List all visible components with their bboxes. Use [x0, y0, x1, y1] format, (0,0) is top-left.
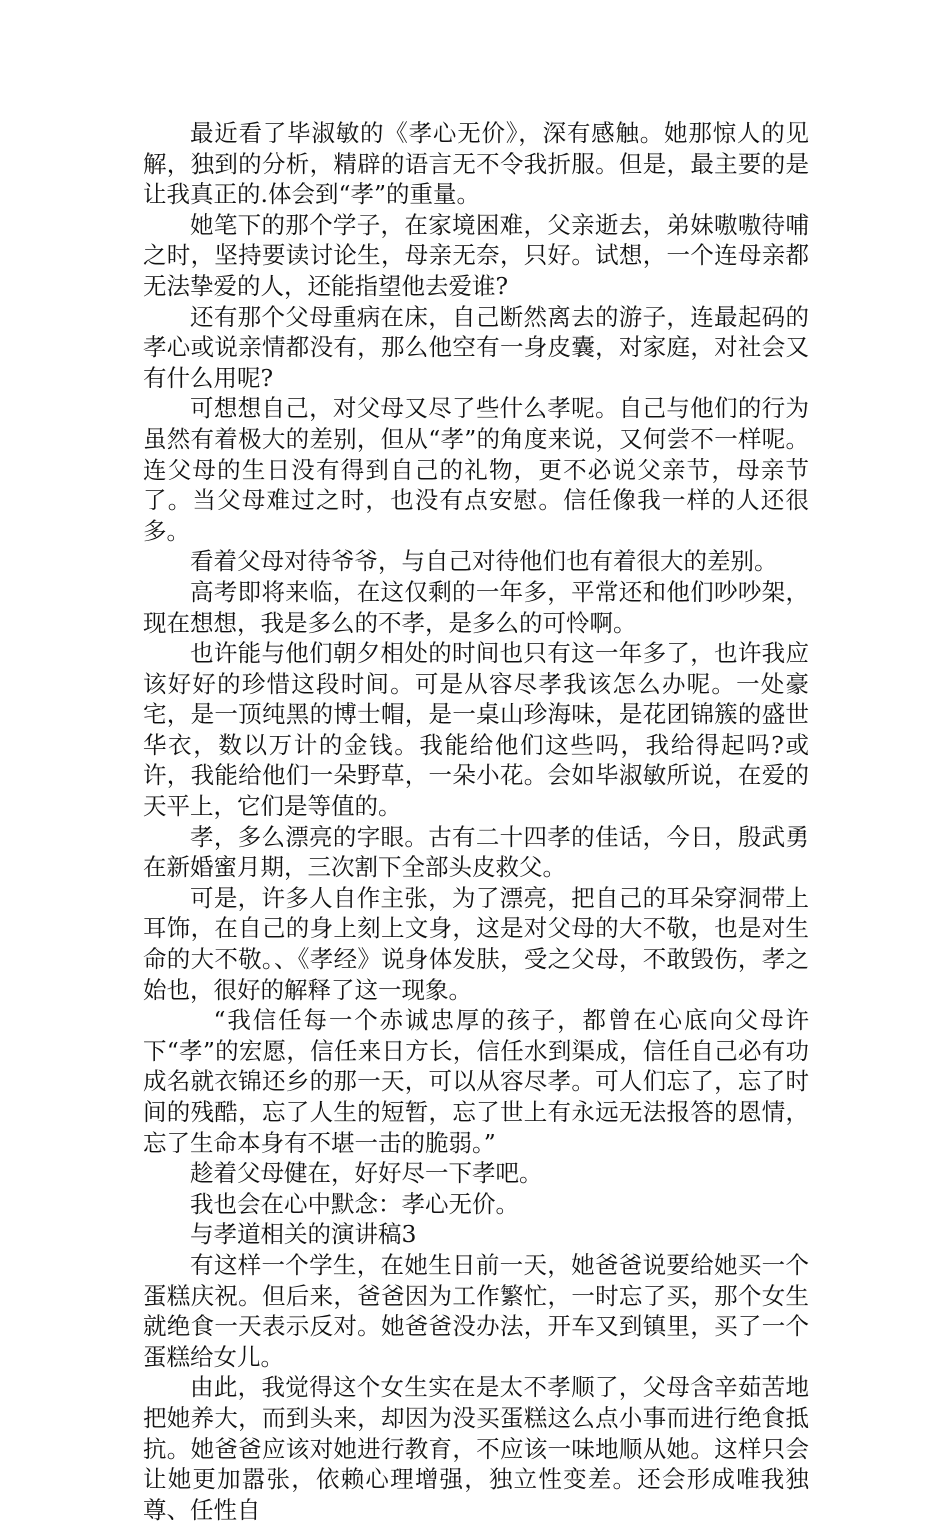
- paragraph: 孝，多么漂亮的字眼。古有二十四孝的佳话，今日，殷武勇在新婚蜜月期，三次割下全部头皮救父。: [143, 822, 809, 882]
- paragraph: 趁着父母健在，好好尽一下孝吧。: [190, 1159, 543, 1188]
- paragraph: 可想想自己，对父母又尽了些什么孝呢。自己与他们的行为虽然有着极大的差别，但从“孝”的角度来说，又何尝不一样呢。连父母的生日没有得到自己的礼物，更不必说父亲节，母亲节了。当父母难过之时，也没有点安慰。信任像我一样的人还很多。: [143, 394, 809, 545]
- paragraph: 也许能与他们朝夕相处的时间也只有这一年多了，也许我应该好好的珍惜这段时间。可是从容尽孝我该怎么办呢。一处豪宅，是一顶纯黑的博士帽，是一桌山珍海味，是花团锦簇的盛世华衣，数以万计的金钱。我能给他们这些吗，我给得起吗?或许，我能给他们一朵野草，一朵小花。会如毕淑敏所说，在爱的天平上，它们是等值的。: [143, 639, 809, 821]
- paragraph: 最近看了毕淑敏的《孝心无价》，深有感触。她那惊人的见解，独到的分析，精辟的语言无不令我折服。但是，最主要的是让我真正的.体会到“孝”的重量。: [143, 119, 809, 209]
- paragraph: 可是，许多人自作主张，为了漂亮，把自己的耳朵穿洞带上耳饰，在自己的身上刻上文身，这是对父母的大不敬，也是对生命的大不敬。、《孝经》说身体发肤，受之父母，不敢毁伤，孝之始也，很好的解释了这一现象。: [143, 883, 809, 1004]
- paragraph: 还有那个父母重病在床，自己断然离去的游子，连最起码的孝心或说亲情都没有，那么他空有一身皮囊，对家庭，对社会又有什么用呢?: [143, 302, 809, 392]
- document-page: [143, 118, 809, 1525]
- section-heading: 与孝道相关的演讲稿3: [190, 1220, 417, 1249]
- paragraph: 看着父母对待爷爷，与自己对待他们也有着很大的差别。: [190, 547, 778, 576]
- paragraph: 我也会在心中默念：孝心无价。: [190, 1189, 519, 1218]
- paragraph: 她笔下的那个学子，在家境困难，父亲逝去，弟妹嗷嗷待哺之时，坚持要读讨论生，母亲无奈，只好。试想，一个连母亲都无法挚爱的人，还能指望他去爱谁?: [143, 210, 809, 300]
- paragraph: 有这样一个学生，在她生日前一天，她爸爸说要给她买一个蛋糕庆祝。但后来，爸爸因为工作繁忙，一时忘了买，那个女生就绝食一天表示反对。她爸爸没办法，开车又到镇里，买了一个蛋糕给女儿。: [143, 1250, 809, 1371]
- paragraph: 高考即将来临，在这仅剩的一年多，平常还和他们吵吵架，现在想想，我是多么的不孝，是多么的可怜啊。: [143, 577, 809, 637]
- quoted-paragraph: “我信任每一个赤诚忠厚的孩子，都曾在心底向父母许下“孝”的宏愿，信任来日方长，信任水到渠成，信任自己必有功成名就衣锦还乡的那一天，可以从容尽孝。可人们忘了，忘了时间的残酷，忘了人生的短暂，忘了世上有永远无法报答的恩情，忘了生命本身有不堪一击的脆弱。”: [143, 1006, 809, 1157]
- paragraph: 由此，我觉得这个女生实在是太不孝顺了，父母含辛茹苦地把她养大，而到头来，却因为没买蛋糕这么点小事而进行绝食抵抗。她爸爸应该对她进行教育，不应该一味地顺从她。这样只会让她更加嚣张，依赖心理增强，独立性变差。还会形成唯我独尊、任性自: [143, 1373, 809, 1524]
